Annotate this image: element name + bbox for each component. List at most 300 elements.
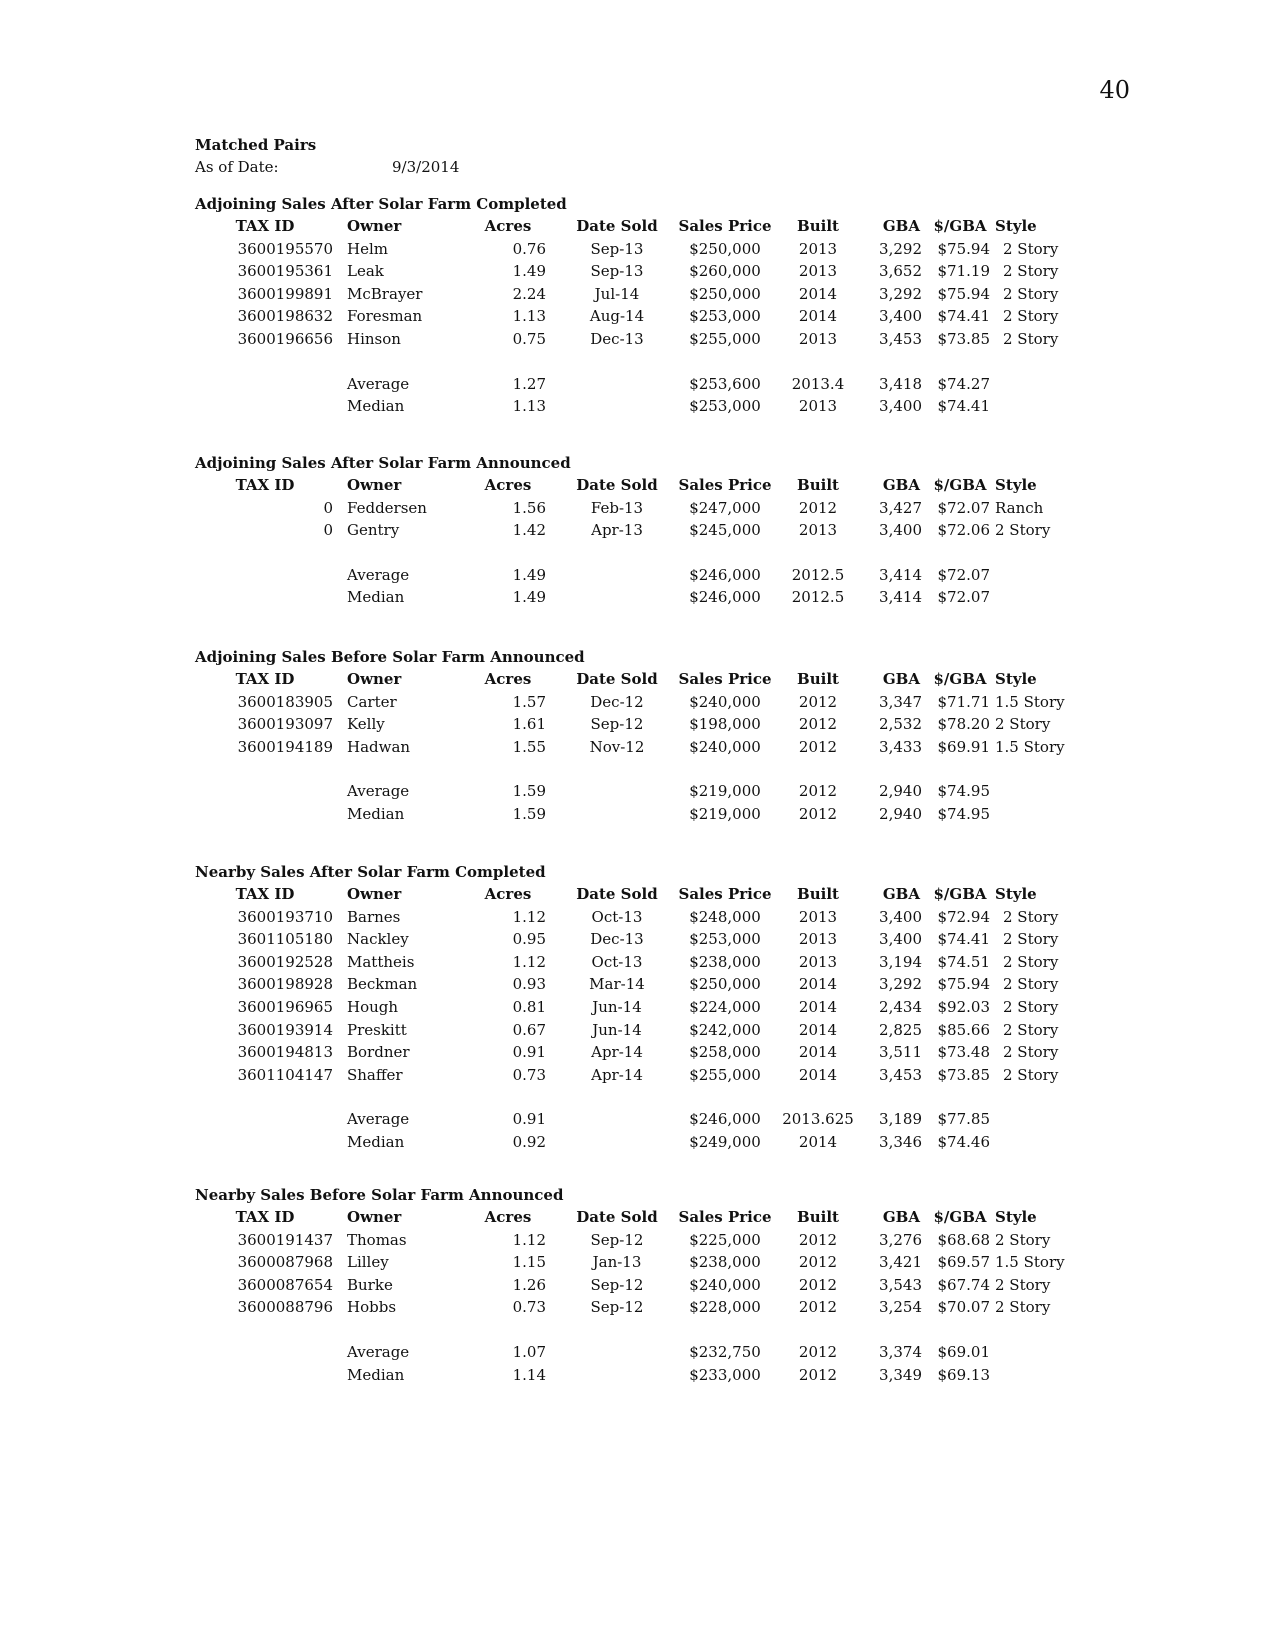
owner-cell: Burke [347,1275,393,1294]
sales-price-cell: $245,000 [689,521,761,540]
owner-cell: Foresman [347,307,423,326]
summary-per-gba: $74.27 [937,374,990,393]
style-header: Style [995,670,1037,688]
summary-per-gba: $77.85 [937,1110,990,1129]
summary-label: Median [347,804,405,823]
style-cell: 1.5 Story [995,692,1065,711]
acres-cell: 1.12 [512,1230,546,1249]
summary-gba: 3,374 [879,1342,922,1361]
sales-price-cell: $225,000 [689,1230,761,1249]
gba-cell: 3,400 [879,307,922,326]
table-row [195,713,1095,736]
acres-cell: 1.26 [512,1275,546,1294]
owner-cell: Thomas [347,1230,407,1249]
summary-label: Median [347,1132,405,1151]
tax-id-cell: 3600087968 [237,1253,333,1272]
document-title: Matched Pairs [195,136,317,154]
built-cell: 2012 [798,1275,838,1294]
date-sold-cell: Sep-12 [590,715,644,734]
date-sold-cell: Apr-14 [591,1065,643,1084]
page-number: 40 [1099,76,1130,104]
summary-gba: 3,400 [879,397,922,416]
table-row [195,928,1095,951]
tax-id-cell: 3600198632 [237,307,333,326]
gba-cell: 3,453 [879,329,922,348]
acres-cell: 0.67 [512,1020,546,1039]
acres-cell: 1.49 [512,262,546,281]
style-cell: 2 Story [1003,997,1059,1016]
tax-id-cell: 0 [323,498,333,517]
tax-id-header: TAX ID [235,1208,295,1226]
style-cell: 2 Story [1003,975,1059,994]
tax-id-header: TAX ID [235,885,295,903]
owner-cell: Gentry [347,521,400,540]
table-header-row [195,883,1095,906]
summary-acres: 0.91 [512,1110,546,1129]
table-row [195,1064,1095,1087]
per-gba-cell: $75.94 [937,239,990,258]
table-row [195,906,1095,929]
summary-label: Average [347,374,410,393]
style-cell: 2 Story [995,1275,1051,1294]
owner-cell: Shaffer [347,1065,403,1084]
summary-sales-price: $249,000 [689,1132,761,1151]
date-sold-cell: Feb-13 [590,498,644,517]
owner-cell: Barnes [347,907,401,926]
sales-price-cell: $240,000 [689,692,761,711]
gba-cell: 3,427 [879,498,922,517]
sales-price-cell: $224,000 [689,997,761,1016]
summary-per-gba: $74.41 [937,397,990,416]
table-row [195,238,1095,261]
summary-acres: 1.14 [512,1365,546,1384]
sales-price-cell: $238,000 [689,1253,761,1272]
gba-cell: 2,434 [879,997,922,1016]
style-cell: 2 Story [1003,284,1059,303]
date-sold-cell: Sep-12 [590,1298,644,1317]
gba-cell: 3,400 [879,930,922,949]
summary-gba: 3,189 [879,1110,922,1129]
date-sold-cell: Nov-12 [589,737,645,756]
per-gba-cell: $73.48 [937,1043,990,1062]
style-cell: 1.5 Story [995,1253,1065,1272]
date-sold-cell: Aug-14 [589,307,645,326]
acres-cell: 1.57 [512,692,546,711]
summary-row [195,1108,1095,1131]
per-gba-cell: $67.74 [937,1275,990,1294]
gba-header: GBA [882,885,920,903]
table-row [195,1251,1095,1274]
table-row [195,1296,1095,1319]
owner-cell: Kelly [347,715,385,734]
gba-cell: 3,433 [879,737,922,756]
owner-cell: Hadwan [347,737,411,756]
built-cell: 2014 [798,1043,838,1062]
sales-price-cell: $247,000 [689,498,761,517]
tax-id-cell: 3600192528 [237,952,333,971]
table-row [195,973,1095,996]
owner-cell: Carter [347,692,397,711]
acres-cell: 0.73 [512,1065,546,1084]
tax-id-cell: 3600199891 [237,284,333,303]
date-sold-cell: Sep-13 [590,239,644,258]
per-gba-header: $/GBA [933,476,987,494]
per-gba-cell: $68.68 [937,1230,990,1249]
summary-acres: 1.07 [512,1342,546,1361]
style-cell: 1.5 Story [995,737,1065,756]
style-header: Style [995,1208,1037,1226]
summary-label: Average [347,1342,410,1361]
style-cell: 2 Story [1003,307,1059,326]
owner-header: Owner [347,885,402,903]
built-cell: 2014 [798,975,838,994]
summary-row [195,1341,1095,1364]
date-sold-cell: Apr-13 [591,521,643,540]
summary-built: 2012 [798,804,838,823]
sales-price-cell: $198,000 [689,715,761,734]
per-gba-header: $/GBA [933,670,987,688]
owner-cell: Hobbs [347,1298,397,1317]
date-sold-cell: Oct-13 [591,907,643,926]
built-cell: 2013 [798,907,838,926]
summary-per-gba: $72.07 [937,565,990,584]
gba-cell: 3,292 [879,975,922,994]
summary-sales-price: $246,000 [689,565,761,584]
built-cell: 2012 [798,498,838,517]
style-cell: 2 Story [995,521,1051,540]
table-header-row [195,474,1095,497]
per-gba-header: $/GBA [933,1208,987,1226]
date-sold-header: Date Sold [576,476,658,494]
gba-cell: 3,652 [879,262,922,281]
per-gba-cell: $71.19 [937,262,990,281]
table-row [195,519,1095,542]
acres-header: Acres [484,476,532,494]
as-of-date-value: 9/3/2014 [392,158,460,176]
tax-id-cell: 3600194189 [237,737,333,756]
per-gba-cell: $70.07 [937,1298,990,1317]
built-cell: 2012 [798,715,838,734]
style-cell: 2 Story [1003,1020,1059,1039]
per-gba-cell: $92.03 [937,997,990,1016]
summary-row [195,1131,1095,1154]
tax-id-cell: 3600195570 [237,239,333,258]
summary-label: Median [347,397,405,416]
style-cell: 2 Story [995,1230,1051,1249]
per-gba-cell: $73.85 [937,1065,990,1084]
owner-header: Owner [347,217,402,235]
date-sold-cell: Sep-12 [590,1230,644,1249]
sales-price-cell: $253,000 [689,930,761,949]
built-header: Built [797,885,839,903]
acres-cell: 1.15 [512,1253,546,1272]
sales-price-cell: $250,000 [689,239,761,258]
date-sold-header: Date Sold [576,217,658,235]
summary-label: Average [347,1110,410,1129]
acres-cell: 0.91 [512,1043,546,1062]
date-sold-cell: Sep-13 [590,262,644,281]
sales-price-cell: $250,000 [689,284,761,303]
gba-cell: 3,543 [879,1275,922,1294]
summary-gba: 3,349 [879,1365,922,1384]
style-cell: 2 Story [1003,329,1059,348]
gba-cell: 3,400 [879,907,922,926]
date-sold-cell: Jun-14 [592,1020,642,1039]
owner-cell: Nackley [347,930,409,949]
summary-built: 2014 [798,1132,838,1151]
table-row [195,1274,1095,1297]
gba-cell: 2,532 [879,715,922,734]
sales-price-cell: $253,000 [689,307,761,326]
section-title: Adjoining Sales After Solar Farm Completed [195,195,567,213]
per-gba-cell: $72.94 [937,907,990,926]
built-header: Built [797,1208,839,1226]
per-gba-cell: $72.06 [937,521,990,540]
per-gba-cell: $69.57 [937,1253,990,1272]
style-header: Style [995,885,1037,903]
acres-cell: 0.81 [512,997,546,1016]
built-header: Built [797,217,839,235]
summary-built: 2013.625 [782,1110,854,1129]
tax-id-cell: 3600194813 [237,1043,333,1062]
table-row [195,1041,1095,1064]
per-gba-cell: $74.41 [937,307,990,326]
sales-price-cell: $255,000 [689,329,761,348]
built-cell: 2014 [798,307,838,326]
owner-cell: Beckman [347,975,418,994]
sales-price-cell: $255,000 [689,1065,761,1084]
summary-label: Average [347,565,410,584]
date-sold-cell: Mar-14 [589,975,645,994]
owner-cell: Hinson [347,329,401,348]
date-sold-cell: Sep-12 [590,1275,644,1294]
acres-cell: 0.73 [512,1298,546,1317]
gba-cell: 3,347 [879,692,922,711]
built-cell: 2013 [798,521,838,540]
per-gba-cell: $75.94 [937,975,990,994]
acres-cell: 0.76 [512,239,546,258]
acres-cell: 0.75 [512,329,546,348]
style-header: Style [995,476,1037,494]
date-sold-cell: Dec-13 [590,329,644,348]
row-spacer [195,351,1095,373]
built-cell: 2014 [798,1020,838,1039]
built-header: Built [797,476,839,494]
owner-cell: Feddersen [347,498,427,517]
acres-cell: 1.56 [512,498,546,517]
built-cell: 2012 [798,1298,838,1317]
summary-sales-price: $233,000 [689,1365,761,1384]
acres-cell: 1.12 [512,952,546,971]
style-cell: Ranch [995,498,1044,517]
gba-cell: 3,254 [879,1298,922,1317]
sales-section [195,646,1095,826]
sales-price-header: Sales Price [678,670,772,688]
style-cell: 2 Story [995,1298,1051,1317]
owner-cell: Lilley [347,1253,389,1272]
table-row [195,283,1095,306]
owner-cell: Helm [347,239,388,258]
summary-acres: 1.59 [512,804,546,823]
tax-id-cell: 3600193914 [237,1020,333,1039]
owner-cell: Preskitt [347,1020,407,1039]
summary-acres: 1.49 [512,565,546,584]
summary-row [195,586,1095,609]
built-cell: 2012 [798,1253,838,1272]
summary-per-gba: $69.01 [937,1342,990,1361]
acres-header: Acres [484,1208,532,1226]
date-sold-cell: Oct-13 [591,952,643,971]
acres-cell: 1.61 [512,715,546,734]
summary-per-gba: $74.46 [937,1132,990,1151]
per-gba-cell: $75.94 [937,284,990,303]
summary-sales-price: $219,000 [689,804,761,823]
summary-gba: 2,940 [879,782,922,801]
sales-price-cell: $240,000 [689,737,761,756]
style-header: Style [995,217,1037,235]
summary-per-gba: $69.13 [937,1365,990,1384]
built-cell: 2013 [798,930,838,949]
gba-header: GBA [882,476,920,494]
acres-cell: 1.12 [512,907,546,926]
acres-cell: 0.93 [512,975,546,994]
summary-gba: 3,418 [879,374,922,393]
acres-header: Acres [484,885,532,903]
row-spacer [195,542,1095,564]
sales-price-cell: $238,000 [689,952,761,971]
built-cell: 2014 [798,997,838,1016]
acres-cell: 0.95 [512,930,546,949]
built-cell: 2012 [798,1230,838,1249]
summary-row [195,395,1095,418]
gba-cell: 3,400 [879,521,922,540]
per-gba-cell: $69.91 [937,737,990,756]
owner-cell: Leak [347,262,384,281]
date-sold-header: Date Sold [576,885,658,903]
tax-id-cell: 3600196656 [237,329,333,348]
summary-acres: 1.27 [512,374,546,393]
tax-id-cell: 3600196965 [237,997,333,1016]
tax-id-cell: 3600193710 [237,907,333,926]
summary-sales-price: $246,000 [689,588,761,607]
built-cell: 2013 [798,239,838,258]
sales-price-cell: $240,000 [689,1275,761,1294]
date-sold-cell: Apr-14 [591,1043,643,1062]
acres-cell: 2.24 [512,284,546,303]
section-title: Adjoining Sales After Solar Farm Announced [195,454,571,472]
owner-cell: Hough [347,997,399,1016]
date-sold-header: Date Sold [576,670,658,688]
table-row [195,305,1095,328]
per-gba-cell: $74.51 [937,952,990,971]
tax-id-cell: 3600195361 [237,262,333,281]
per-gba-cell: $71.71 [937,692,990,711]
built-header: Built [797,670,839,688]
row-spacer [195,1086,1095,1108]
acres-header: Acres [484,217,532,235]
tax-id-header: TAX ID [235,476,295,494]
table-row [195,736,1095,759]
acres-cell: 1.42 [512,521,546,540]
sales-price-header: Sales Price [678,476,772,494]
summary-gba: 3,414 [879,588,922,607]
section-title: Adjoining Sales Before Solar Farm Announced [195,648,585,666]
summary-gba: 3,414 [879,565,922,584]
date-sold-header: Date Sold [576,1208,658,1226]
gba-cell: 3,453 [879,1065,922,1084]
per-gba-cell: $74.41 [937,930,990,949]
sales-section [195,861,1095,1154]
as-of-date-label: As of Date: [195,158,279,176]
sales-price-cell: $260,000 [689,262,761,281]
per-gba-header: $/GBA [933,217,987,235]
table-header-row [195,215,1095,238]
section-title: Nearby Sales After Solar Farm Completed [195,863,546,881]
summary-sales-price: $253,600 [689,374,761,393]
table-row [195,328,1095,351]
tax-id-cell: 3600183905 [237,692,333,711]
date-sold-cell: Jul-14 [594,284,640,303]
tax-id-cell: 0 [323,521,333,540]
summary-sales-price: $232,750 [689,1342,761,1361]
summary-row [195,373,1095,396]
gba-cell: 3,292 [879,239,922,258]
date-sold-cell: Jun-14 [592,997,642,1016]
summary-per-gba: $74.95 [937,782,990,801]
summary-built: 2012.5 [791,588,845,607]
table-row [195,260,1095,283]
per-gba-cell: $85.66 [937,1020,990,1039]
summary-built: 2012.5 [791,565,845,584]
tax-id-cell: 3600193097 [237,715,333,734]
summary-acres: 1.59 [512,782,546,801]
sales-price-header: Sales Price [678,1208,772,1226]
owner-cell: Bordner [347,1043,410,1062]
sales-price-cell: $250,000 [689,975,761,994]
gba-cell: 3,194 [879,952,922,971]
tax-id-cell: 3600191437 [237,1230,333,1249]
gba-cell: 3,276 [879,1230,922,1249]
summary-row [195,1364,1095,1387]
style-cell: 2 Story [1003,1065,1059,1084]
summary-acres: 1.49 [512,588,546,607]
acres-cell: 1.13 [512,307,546,326]
built-cell: 2014 [798,284,838,303]
acres-header: Acres [484,670,532,688]
owner-cell: Mattheis [347,952,415,971]
style-cell: 2 Story [1003,907,1059,926]
date-sold-cell: Jan-13 [592,1253,642,1272]
tax-id-cell: 3600088796 [237,1298,333,1317]
table-header-row [195,1206,1095,1229]
built-cell: 2013 [798,952,838,971]
summary-sales-price: $253,000 [689,397,761,416]
gba-cell: 3,511 [879,1043,922,1062]
built-cell: 2012 [798,737,838,756]
style-cell: 2 Story [995,715,1051,734]
style-cell: 2 Story [1003,1043,1059,1062]
tax-id-header: TAX ID [235,670,295,688]
tax-id-cell: 3600198928 [237,975,333,994]
built-cell: 2013 [798,262,838,281]
acres-cell: 1.55 [512,737,546,756]
summary-built: 2012 [798,1365,838,1384]
summary-acres: 1.13 [512,397,546,416]
summary-gba: 2,940 [879,804,922,823]
sales-section [195,193,1095,418]
table-row [195,497,1095,520]
summary-gba: 3,346 [879,1132,922,1151]
